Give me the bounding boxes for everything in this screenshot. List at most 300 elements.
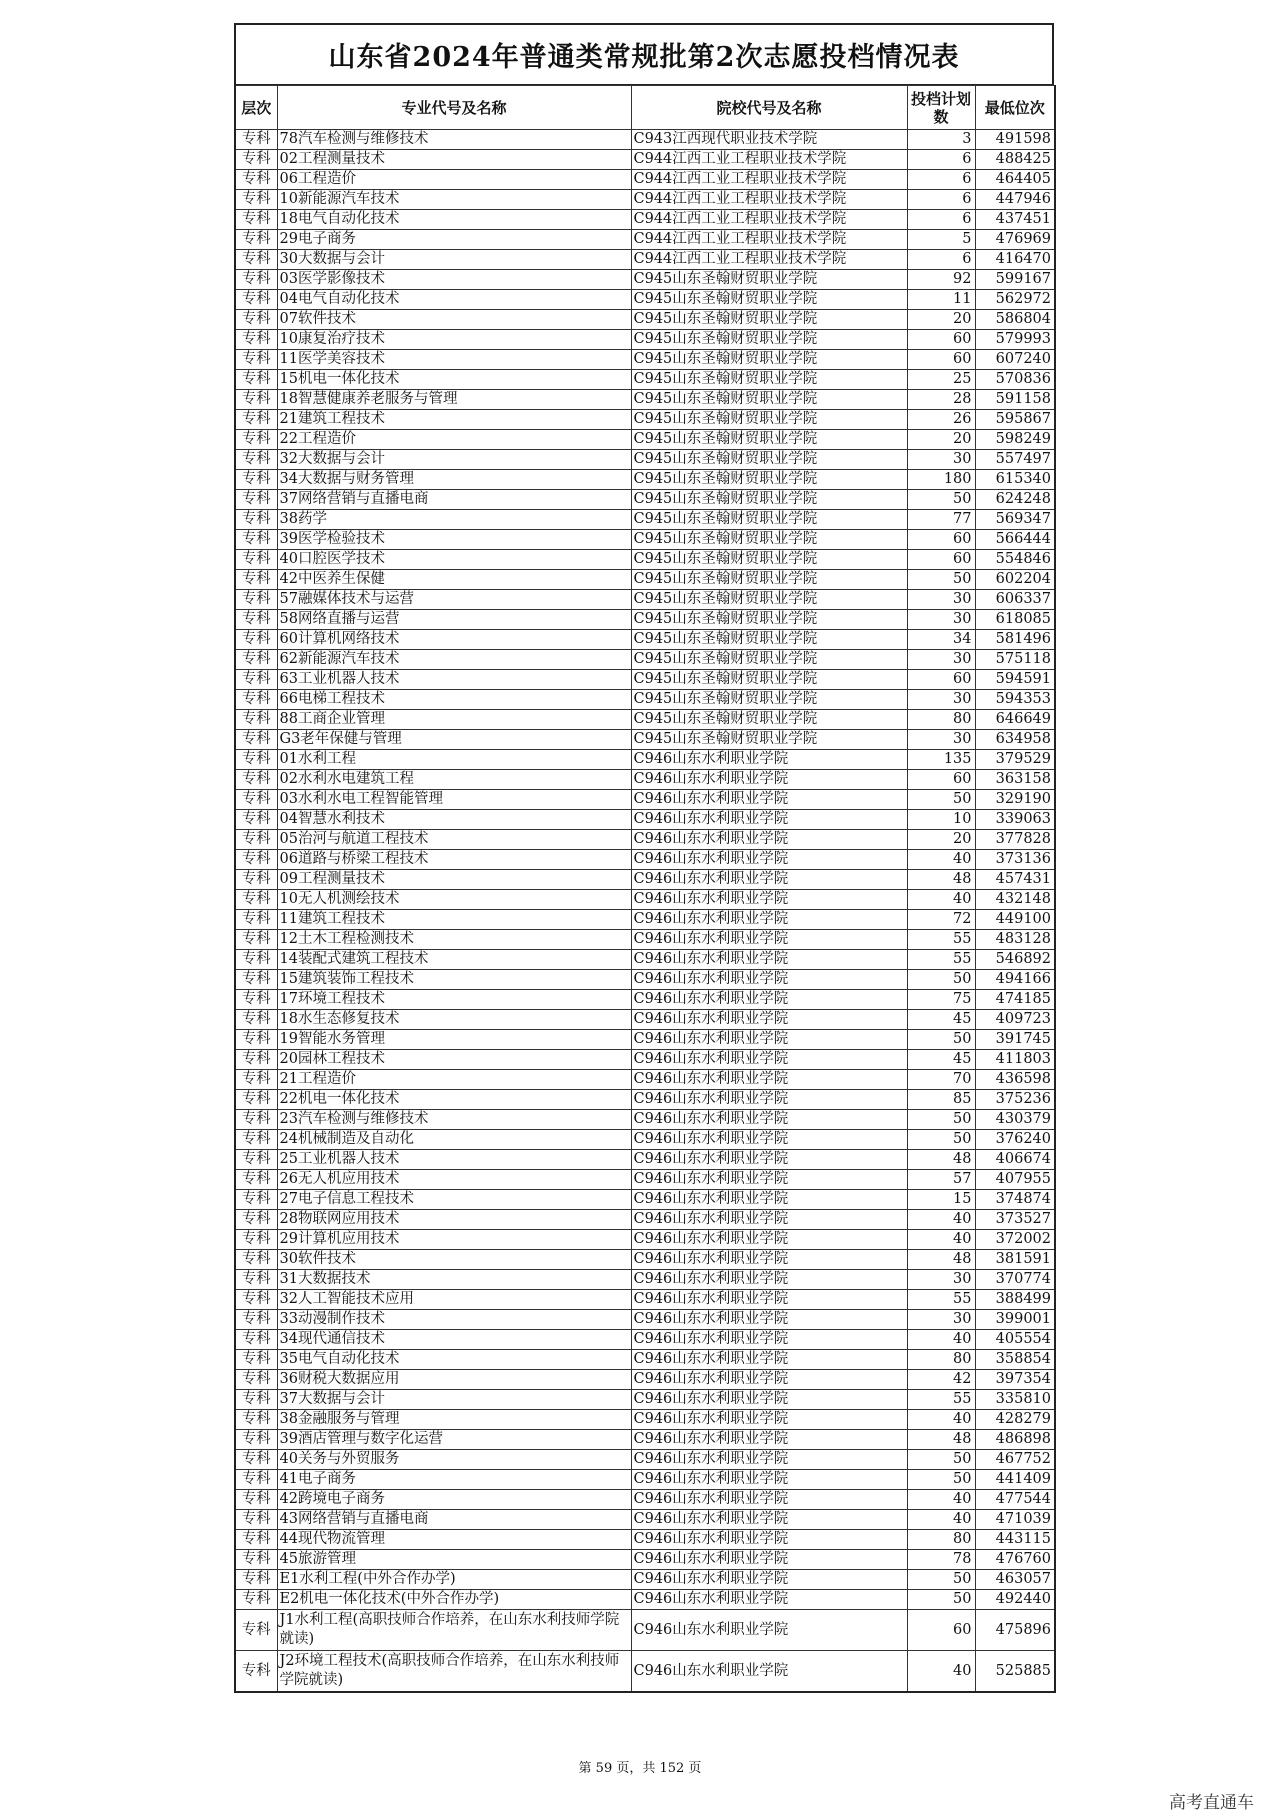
cell-plan: 48	[907, 1430, 975, 1450]
cell-min-rank: 399001	[975, 1310, 1055, 1330]
table-row	[235, 1490, 1055, 1510]
cell-school: C946山东水利职业学院	[631, 1550, 907, 1570]
cell-level: 专科	[235, 950, 277, 970]
cell-major: 34大数据与财务管理	[277, 470, 631, 490]
cell-min-rank: 598249	[975, 430, 1055, 450]
cell-min-rank: 409723	[975, 1010, 1055, 1030]
cell-min-rank: 457431	[975, 870, 1055, 890]
cell-min-rank: 566444	[975, 530, 1055, 550]
cell-plan: 15	[907, 1190, 975, 1210]
cell-school: C946山东水利职业学院	[631, 1010, 907, 1030]
table-row	[235, 910, 1055, 930]
cell-school: C945山东圣翰财贸职业学院	[631, 350, 907, 370]
cell-plan: 6	[907, 150, 975, 170]
cell-major: 06道路与桥梁工程技术	[277, 850, 631, 870]
cell-school: C946山东水利职业学院	[631, 870, 907, 890]
cell-major: 38药学	[277, 510, 631, 530]
cell-major: 30软件技术	[277, 1250, 631, 1270]
cell-min-rank: 471039	[975, 1510, 1055, 1530]
cell-level: 专科	[235, 770, 277, 790]
cell-level: 专科	[235, 810, 277, 830]
header-min-rank: 最低位次	[975, 86, 1055, 130]
table-row	[235, 1290, 1055, 1310]
cell-level: 专科	[235, 510, 277, 530]
cell-level: 专科	[235, 670, 277, 690]
cell-major: 15机电一体化技术	[277, 370, 631, 390]
cell-major: G3老年保健与管理	[277, 730, 631, 750]
cell-major: 21工程造价	[277, 1070, 631, 1090]
table-row	[235, 250, 1055, 270]
cell-major: 40关务与外贸服务	[277, 1450, 631, 1470]
cell-level: 专科	[235, 830, 277, 850]
cell-school: C946山东水利职业学院	[631, 1310, 907, 1330]
cell-min-rank: 428279	[975, 1410, 1055, 1430]
cell-major: 17环境工程技术	[277, 990, 631, 1010]
cell-level: 专科	[235, 550, 277, 570]
cell-level: 专科	[235, 730, 277, 750]
cell-min-rank: 358854	[975, 1350, 1055, 1370]
table-row	[235, 530, 1055, 550]
cell-school: C946山东水利职业学院	[631, 1570, 907, 1590]
cell-major: 07软件技术	[277, 310, 631, 330]
cell-level: 专科	[235, 970, 277, 990]
cell-plan: 80	[907, 1350, 975, 1370]
cell-plan: 40	[907, 1210, 975, 1230]
cell-level: 专科	[235, 1230, 277, 1250]
cell-plan: 50	[907, 1470, 975, 1490]
cell-level: 专科	[235, 1290, 277, 1310]
cell-school: C946山东水利职业学院	[631, 810, 907, 830]
table-row	[235, 430, 1055, 450]
table-row	[235, 450, 1055, 470]
cell-plan: 50	[907, 1110, 975, 1130]
cell-plan: 50	[907, 1130, 975, 1150]
cell-level: 专科	[235, 1030, 277, 1050]
cell-min-rank: 339063	[975, 810, 1055, 830]
cell-plan: 45	[907, 1010, 975, 1030]
table-row	[235, 1390, 1055, 1410]
cell-major: 02水利水电建筑工程	[277, 770, 631, 790]
cell-plan: 6	[907, 210, 975, 230]
table-row	[235, 490, 1055, 510]
cell-major: 10康复治疗技术	[277, 330, 631, 350]
cell-major: 20园林工程技术	[277, 1050, 631, 1070]
cell-level: 专科	[235, 1270, 277, 1290]
cell-plan: 20	[907, 830, 975, 850]
cell-school: C946山东水利职业学院	[631, 1190, 907, 1210]
cell-plan: 30	[907, 610, 975, 630]
cell-school: C946山东水利职业学院	[631, 830, 907, 850]
cell-school: C946山东水利职业学院	[631, 970, 907, 990]
cell-level: 专科	[235, 270, 277, 290]
cell-major: 63工业机器人技术	[277, 670, 631, 690]
cell-min-rank: 579993	[975, 330, 1055, 350]
cell-school: C945山东圣翰财贸职业学院	[631, 590, 907, 610]
cell-major: 40口腔医学技术	[277, 550, 631, 570]
table-row	[235, 1010, 1055, 1030]
table-row	[235, 1450, 1055, 1470]
cell-plan: 78	[907, 1550, 975, 1570]
cell-school: C946山东水利职业学院	[631, 890, 907, 910]
cell-min-rank: 634958	[975, 730, 1055, 750]
cell-major: 78汽车检测与维修技术	[277, 130, 631, 150]
cell-plan: 40	[907, 1490, 975, 1510]
cell-major: 35电气自动化技术	[277, 1350, 631, 1370]
table-row	[235, 990, 1055, 1010]
cell-plan: 55	[907, 950, 975, 970]
cell-level: 专科	[235, 430, 277, 450]
cell-level: 专科	[235, 1490, 277, 1510]
cell-major: E2机电一体化技术(中外合作办学)	[277, 1590, 631, 1610]
cell-level: 专科	[235, 1570, 277, 1590]
cell-school: C946山东水利职业学院	[631, 750, 907, 770]
cell-plan: 48	[907, 1250, 975, 1270]
cell-min-rank: 486898	[975, 1430, 1055, 1450]
cell-school: C946山东水利职业学院	[631, 1290, 907, 1310]
cell-school: C946山东水利职业学院	[631, 1510, 907, 1530]
cell-min-rank: 405554	[975, 1330, 1055, 1350]
cell-plan: 30	[907, 650, 975, 670]
table-row	[235, 690, 1055, 710]
table-row	[235, 290, 1055, 310]
table-row	[235, 1250, 1055, 1270]
cell-level: 专科	[235, 190, 277, 210]
cell-min-rank: 488425	[975, 150, 1055, 170]
header-major: 专业代号及名称	[277, 86, 631, 130]
cell-major: J2环境工程技术(高职技师合作培养，在山东水利技师学院就读)	[277, 1651, 631, 1693]
cell-major: 39酒店管理与数字化运营	[277, 1430, 631, 1450]
page-title: 山东省2024年普通类常规批第2次志愿投档情况表	[234, 23, 1054, 85]
cell-plan: 135	[907, 750, 975, 770]
cell-min-rank: 407955	[975, 1170, 1055, 1190]
cell-min-rank: 381591	[975, 1250, 1055, 1270]
table-row	[235, 830, 1055, 850]
table-row	[235, 150, 1055, 170]
cell-level: 专科	[235, 1090, 277, 1110]
table-row	[235, 1050, 1055, 1070]
cell-plan: 77	[907, 510, 975, 530]
cell-major: E1水利工程(中外合作办学)	[277, 1570, 631, 1590]
cell-school: C946山东水利职业学院	[631, 930, 907, 950]
cell-plan: 72	[907, 910, 975, 930]
cell-school: C946山东水利职业学院	[631, 1590, 907, 1610]
cell-major: 88工商企业管理	[277, 710, 631, 730]
cell-level: 专科	[235, 650, 277, 670]
cell-major: 10新能源汽车技术	[277, 190, 631, 210]
cell-min-rank: 607240	[975, 350, 1055, 370]
cell-plan: 30	[907, 1310, 975, 1330]
cell-major: 27电子信息工程技术	[277, 1190, 631, 1210]
table-row	[235, 1330, 1055, 1350]
cell-min-rank: 575118	[975, 650, 1055, 670]
cell-plan: 5	[907, 230, 975, 250]
cell-level: 专科	[235, 1170, 277, 1190]
header-level: 层次	[235, 86, 277, 130]
cell-school: C946山东水利职业学院	[631, 1450, 907, 1470]
cell-level: 专科	[235, 370, 277, 390]
cell-level: 专科	[235, 1430, 277, 1450]
cell-plan: 30	[907, 450, 975, 470]
cell-plan: 6	[907, 170, 975, 190]
cell-major: 24机械制造及自动化	[277, 1130, 631, 1150]
table-row	[235, 390, 1055, 410]
cell-min-rank: 602204	[975, 570, 1055, 590]
cell-major: 44现代物流管理	[277, 1530, 631, 1550]
cell-school: C946山东水利职业学院	[631, 1170, 907, 1190]
cell-plan: 60	[907, 670, 975, 690]
cell-school: C946山东水利职业学院	[631, 790, 907, 810]
table-row	[235, 670, 1055, 690]
cell-major: 22机电一体化技术	[277, 1090, 631, 1110]
cell-major: J1水利工程(高职技师合作培养，在山东水利技师学院就读)	[277, 1610, 631, 1651]
cell-school: C944江西工业工程职业技术学院	[631, 170, 907, 190]
cell-major: 33动漫制作技术	[277, 1310, 631, 1330]
cell-major: 45旅游管理	[277, 1550, 631, 1570]
cell-min-rank: 376240	[975, 1130, 1055, 1150]
cell-major: 36财税大数据应用	[277, 1370, 631, 1390]
table-row	[235, 410, 1055, 430]
cell-major: 37网络营销与直播电商	[277, 490, 631, 510]
cell-min-rank: 546892	[975, 950, 1055, 970]
table-row	[235, 1090, 1055, 1110]
cell-level: 专科	[235, 1130, 277, 1150]
cell-school: C946山东水利职业学院	[631, 910, 907, 930]
cell-min-rank: 599167	[975, 270, 1055, 290]
cell-min-rank: 606337	[975, 590, 1055, 610]
cell-school: C945山东圣翰财贸职业学院	[631, 610, 907, 630]
cell-min-rank: 646649	[975, 710, 1055, 730]
table-row	[235, 570, 1055, 590]
cell-plan: 50	[907, 970, 975, 990]
cell-level: 专科	[235, 1050, 277, 1070]
table-row	[235, 550, 1055, 570]
table-row	[235, 1170, 1055, 1190]
cell-plan: 80	[907, 710, 975, 730]
cell-level: 专科	[235, 790, 277, 810]
cell-level: 专科	[235, 310, 277, 330]
cell-level: 专科	[235, 1370, 277, 1390]
cell-min-rank: 329190	[975, 790, 1055, 810]
cell-min-rank: 570836	[975, 370, 1055, 390]
cell-min-rank: 581496	[975, 630, 1055, 650]
table-row	[235, 650, 1055, 670]
cell-school: C945山东圣翰财贸职业学院	[631, 570, 907, 590]
table-row	[235, 1410, 1055, 1430]
cell-major: 11医学美容技术	[277, 350, 631, 370]
cell-min-rank: 483128	[975, 930, 1055, 950]
table-row	[235, 1310, 1055, 1330]
cell-plan: 40	[907, 1651, 975, 1693]
cell-min-rank: 595867	[975, 410, 1055, 430]
cell-major: 11建筑工程技术	[277, 910, 631, 930]
cell-level: 专科	[235, 1410, 277, 1430]
cell-level: 专科	[235, 990, 277, 1010]
cell-min-rank: 406674	[975, 1150, 1055, 1170]
cell-plan: 50	[907, 1570, 975, 1590]
table-row	[235, 1590, 1055, 1610]
cell-major: 60计算机网络技术	[277, 630, 631, 650]
cell-plan: 50	[907, 1590, 975, 1610]
cell-plan: 55	[907, 1390, 975, 1410]
cell-level: 专科	[235, 250, 277, 270]
cell-level: 专科	[235, 1350, 277, 1370]
cell-min-rank: 463057	[975, 1570, 1055, 1590]
cell-level: 专科	[235, 1550, 277, 1570]
cell-major: 10无人机测绘技术	[277, 890, 631, 910]
cell-school: C946山东水利职业学院	[631, 1410, 907, 1430]
table-row	[235, 930, 1055, 950]
cell-plan: 60	[907, 330, 975, 350]
cell-major: 38金融服务与管理	[277, 1410, 631, 1430]
cell-school: C946山东水利职业学院	[631, 770, 907, 790]
cell-major: 18电气自动化技术	[277, 210, 631, 230]
cell-school: C945山东圣翰财贸职业学院	[631, 290, 907, 310]
cell-plan: 34	[907, 630, 975, 650]
cell-major: 25工业机器人技术	[277, 1150, 631, 1170]
cell-min-rank: 525885	[975, 1651, 1055, 1693]
watermark: 高考直通车	[1169, 1793, 1254, 1813]
cell-major: 19智能水务管理	[277, 1030, 631, 1050]
cell-plan: 50	[907, 570, 975, 590]
cell-level: 专科	[235, 210, 277, 230]
cell-school: C946山东水利职业学院	[631, 1490, 907, 1510]
cell-school: C946山东水利职业学院	[631, 1350, 907, 1370]
cell-level: 专科	[235, 130, 277, 150]
cell-school: C945山东圣翰财贸职业学院	[631, 270, 907, 290]
cell-level: 专科	[235, 1110, 277, 1130]
cell-school: C945山东圣翰财贸职业学院	[631, 370, 907, 390]
cell-plan: 50	[907, 1030, 975, 1050]
cell-school: C944江西工业工程职业技术学院	[631, 210, 907, 230]
cell-plan: 85	[907, 1090, 975, 1110]
cell-level: 专科	[235, 390, 277, 410]
table-row	[235, 1430, 1055, 1450]
cell-min-rank: 594353	[975, 690, 1055, 710]
cell-level: 专科	[235, 290, 277, 310]
cell-min-rank: 554846	[975, 550, 1055, 570]
page-footer: 第 59 页，共 152 页	[578, 1761, 702, 1776]
cell-plan: 50	[907, 490, 975, 510]
cell-min-rank: 492440	[975, 1590, 1055, 1610]
cell-plan: 40	[907, 1510, 975, 1530]
cell-plan: 3	[907, 130, 975, 150]
cell-school: C945山东圣翰财贸职业学院	[631, 630, 907, 650]
cell-level: 专科	[235, 1510, 277, 1530]
table-row	[235, 1070, 1055, 1090]
cell-plan: 40	[907, 850, 975, 870]
cell-school: C946山东水利职业学院	[631, 1370, 907, 1390]
cell-min-rank: 618085	[975, 610, 1055, 630]
cell-major: 23汽车检测与维修技术	[277, 1110, 631, 1130]
cell-major: 62新能源汽车技术	[277, 650, 631, 670]
cell-plan: 11	[907, 290, 975, 310]
cell-level: 专科	[235, 590, 277, 610]
cell-min-rank: 476969	[975, 230, 1055, 250]
cell-school: C943江西现代职业技术学院	[631, 130, 907, 150]
cell-plan: 60	[907, 770, 975, 790]
cell-min-rank: 363158	[975, 770, 1055, 790]
cell-min-rank: 494166	[975, 970, 1055, 990]
cell-min-rank: 335810	[975, 1390, 1055, 1410]
cell-min-rank: 557497	[975, 450, 1055, 470]
cell-major: 58网络直播与运营	[277, 610, 631, 630]
cell-min-rank: 372002	[975, 1230, 1055, 1250]
cell-school: C945山东圣翰财贸职业学院	[631, 390, 907, 410]
cell-min-rank: 447946	[975, 190, 1055, 210]
cell-level: 专科	[235, 710, 277, 730]
cell-min-rank: 624248	[975, 490, 1055, 510]
cell-min-rank: 370774	[975, 1270, 1055, 1290]
cell-major: 15建筑装饰工程技术	[277, 970, 631, 990]
table-row	[235, 130, 1055, 150]
cell-plan: 180	[907, 470, 975, 490]
cell-plan: 6	[907, 250, 975, 270]
table-row	[235, 1210, 1055, 1230]
cell-level: 专科	[235, 1310, 277, 1330]
cell-plan: 55	[907, 1290, 975, 1310]
cell-level: 专科	[235, 1651, 277, 1693]
table-row	[235, 190, 1055, 210]
cell-major: 06工程造价	[277, 170, 631, 190]
cell-min-rank: 491598	[975, 130, 1055, 150]
cell-major: 14装配式建筑工程技术	[277, 950, 631, 970]
table-row	[235, 170, 1055, 190]
cell-plan: 92	[907, 270, 975, 290]
table-row	[235, 370, 1055, 390]
cell-plan: 45	[907, 1050, 975, 1070]
cell-level: 专科	[235, 350, 277, 370]
cell-school: C945山东圣翰财贸职业学院	[631, 450, 907, 470]
cell-min-rank: 416470	[975, 250, 1055, 270]
cell-min-rank: 436598	[975, 1070, 1055, 1090]
table-row	[235, 1530, 1055, 1550]
cell-plan: 28	[907, 390, 975, 410]
table-row	[235, 750, 1055, 770]
table-row	[235, 850, 1055, 870]
cell-major: 04电气自动化技术	[277, 290, 631, 310]
cell-major: 05治河与航道工程技术	[277, 830, 631, 850]
cell-level: 专科	[235, 870, 277, 890]
cell-min-rank: 591158	[975, 390, 1055, 410]
cell-major: 03医学影像技术	[277, 270, 631, 290]
table-row	[235, 1270, 1055, 1290]
cell-min-rank: 397354	[975, 1370, 1055, 1390]
cell-level: 专科	[235, 750, 277, 770]
cell-school: C945山东圣翰财贸职业学院	[631, 530, 907, 550]
cell-school: C946山东水利职业学院	[631, 1430, 907, 1450]
cell-plan: 20	[907, 430, 975, 450]
cell-level: 专科	[235, 230, 277, 250]
cell-level: 专科	[235, 1610, 277, 1651]
cell-level: 专科	[235, 850, 277, 870]
cell-plan: 75	[907, 990, 975, 1010]
cell-plan: 40	[907, 1410, 975, 1430]
cell-major: 30大数据与会计	[277, 250, 631, 270]
cell-major: 21建筑工程技术	[277, 410, 631, 430]
table-row	[235, 1550, 1055, 1570]
cell-plan: 60	[907, 1610, 975, 1651]
cell-school: C944江西工业工程职业技术学院	[631, 190, 907, 210]
cell-major: 31大数据技术	[277, 1270, 631, 1290]
cell-min-rank: 373527	[975, 1210, 1055, 1230]
cell-min-rank: 474185	[975, 990, 1055, 1010]
table-row	[235, 1470, 1055, 1490]
cell-plan: 30	[907, 1270, 975, 1290]
cell-min-rank: 379529	[975, 750, 1055, 770]
cell-major: 01水利工程	[277, 750, 631, 770]
table-row	[235, 770, 1055, 790]
table-row	[235, 1651, 1055, 1693]
